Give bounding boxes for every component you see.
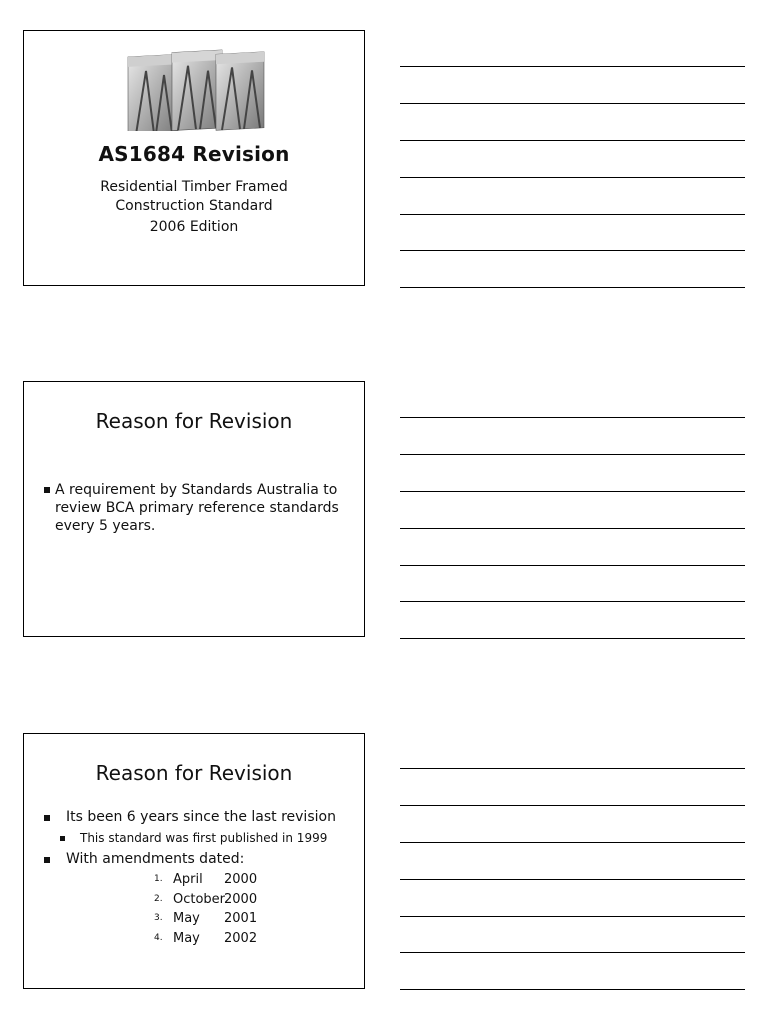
slide-title: AS1684 Revision [98, 142, 290, 166]
sub-bullet-text: This standard was first published in 1999 [80, 831, 328, 845]
note-line [400, 805, 745, 806]
bullet-square-icon [60, 836, 65, 841]
note-line [400, 66, 745, 67]
bullet-item [44, 809, 336, 825]
note-line [400, 177, 745, 178]
bullet-square-icon [44, 857, 50, 863]
slide-2 [23, 381, 365, 637]
note-line [400, 842, 745, 843]
amendment-month: May [173, 911, 200, 926]
amendment-year: 2002 [224, 931, 258, 946]
amendment-number: 4. [154, 933, 163, 943]
amendment-year: 2000 [224, 872, 258, 887]
slide-title: Reason for Revision [95, 409, 293, 433]
note-line [400, 528, 745, 529]
amendment-month: October [173, 892, 226, 907]
note-line [400, 454, 745, 455]
amendment-month: May [173, 931, 200, 946]
note-line [400, 491, 745, 492]
subtitle-line: Residential Timber Framed [100, 179, 288, 195]
note-line [400, 989, 745, 990]
note-line [400, 565, 745, 566]
amendment-number: 3. [154, 913, 163, 923]
slide-title: Reason for Revision [95, 761, 293, 785]
bullet-square-icon [44, 815, 50, 821]
edition-text: 2006 Edition [149, 219, 239, 235]
amendment-number: 2. [154, 894, 163, 904]
amendment-month: April [173, 872, 203, 887]
bullet-text: A requirement by Standards Australia to review BCA primary reference standards every 5 years. [55, 482, 339, 534]
note-line [400, 417, 745, 418]
slide-3 [23, 733, 365, 989]
note-line [400, 916, 745, 917]
sub-bullet-item [60, 831, 327, 845]
note-line [400, 140, 745, 141]
bullet-text: Its been 6 years since the last revision [66, 809, 336, 825]
note-line [400, 601, 745, 602]
slide-subtitle [24, 178, 364, 216]
note-line [400, 879, 745, 880]
bullet-square-icon [44, 487, 50, 493]
bullet-text: With amendments dated: [66, 851, 245, 867]
note-line [400, 250, 745, 251]
amendment-number: 1. [154, 874, 163, 884]
note-line [400, 103, 745, 104]
standard-covers-image [126, 47, 266, 131]
bullet-item [44, 851, 244, 867]
note-line [400, 768, 745, 769]
note-line [400, 638, 745, 639]
note-line [400, 214, 745, 215]
slide-1 [23, 30, 365, 286]
note-line [400, 287, 745, 288]
amendment-year: 2000 [224, 892, 258, 907]
amendment-year: 2001 [224, 911, 258, 926]
note-line [400, 952, 745, 953]
subtitle-line: Construction Standard [115, 198, 273, 214]
bullet-item [44, 481, 344, 535]
